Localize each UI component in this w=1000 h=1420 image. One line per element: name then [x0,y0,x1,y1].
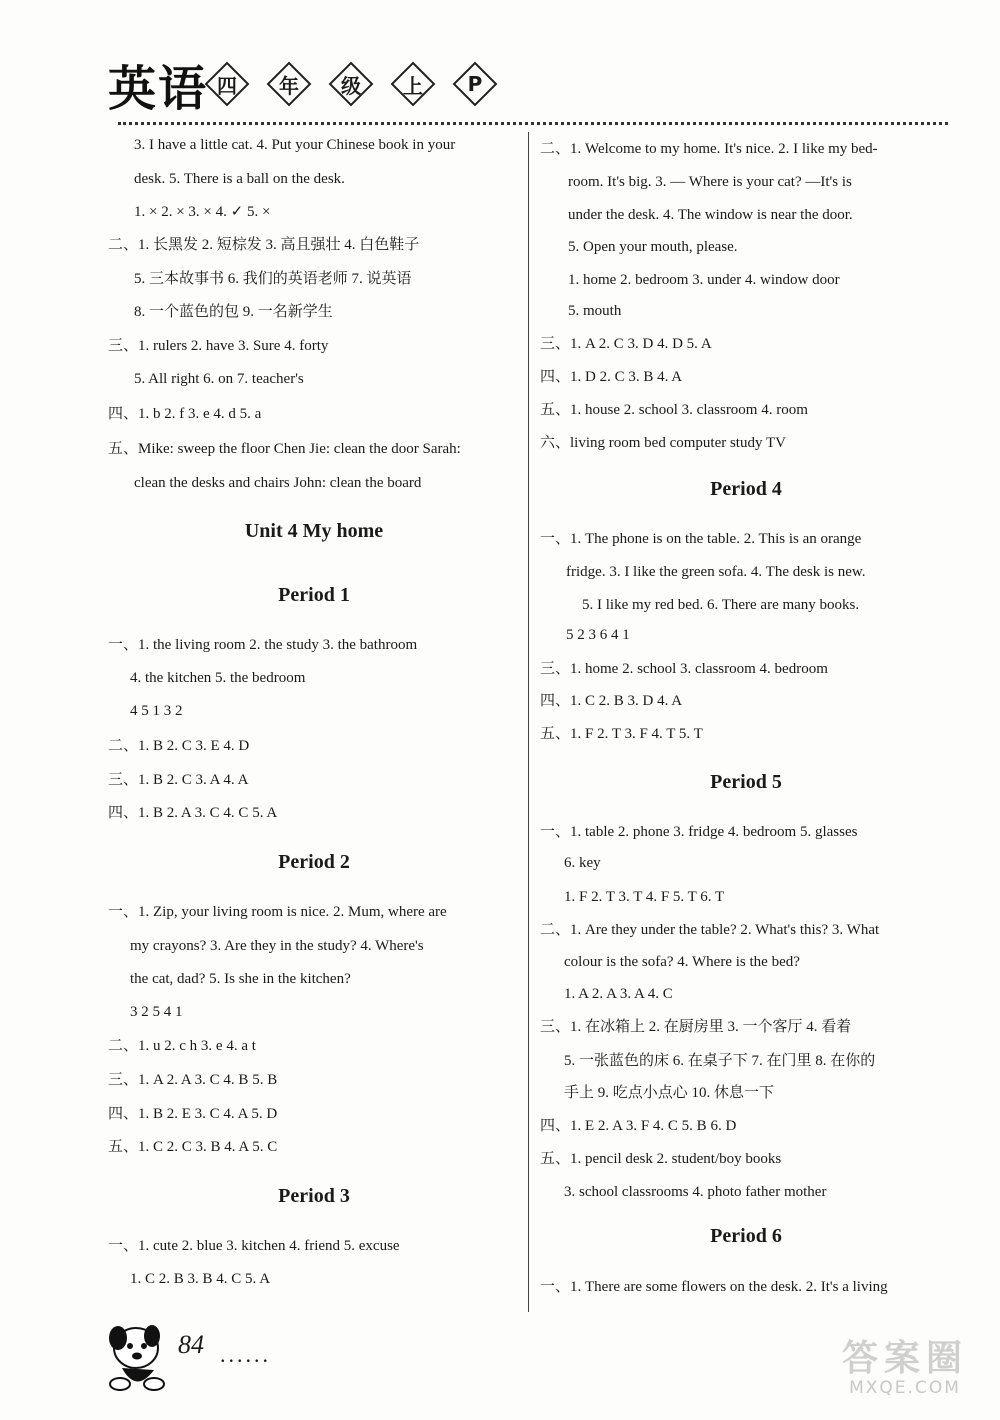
answer-line: 三、1. rulers 2. have 3. Sure 4. forty [108,338,329,354]
answer-line: 5. mouth [568,303,622,319]
page-number: 84 [178,1330,204,1359]
answer-line: 3 2 5 4 1 [130,1004,183,1020]
answer-line: 1. C 2. B 3. B 4. C 5. A [130,1271,271,1287]
answer-line: 三、1. home 2. school 3. classroom 4. bedroom [540,661,828,677]
answer-line: 一、1. The phone is on the table. 2. This is an orange [540,531,862,547]
answer-line: 5. I like my red bed. 6. There are many books. [582,597,860,613]
watermark-text: 答案圈 [841,1338,968,1379]
subject-title: 英语 [108,61,209,117]
answer-line: 二、1. u 2. c h 3. e 4. a t [108,1038,256,1054]
answer-line: 四、1. E 2. A 3. F 4. C 5. B 6. D [540,1118,737,1134]
grade-char-box [265,60,313,108]
answer-line: 5 2 3 6 4 1 [566,627,630,643]
answer-line: 一、1. Zip, your living room is nice. 2. Mum, where are [108,904,447,920]
answer-line: 5. Open your mouth, please. [568,239,738,255]
grade-char-box [389,60,437,108]
period-title: Period 4 [710,478,782,500]
cartoon-dog-icon [96,1316,176,1396]
answer-line: clean the desks and chairs John: clean the board [134,475,422,491]
header-dotted-rule [118,122,948,125]
answer-line: the cat, dad? 5. Is she in the kitchen? [130,971,351,987]
grade-label [203,60,499,108]
answer-line: 1. home 2. bedroom 3. under 4. window door [568,272,840,288]
period-title: Period 2 [278,851,350,873]
answer-line: 4 5 1 3 2 [130,703,183,719]
grade-char: P [467,72,483,96]
period-title: Period 5 [710,771,782,793]
answer-line: 一、1. table 2. phone 3. fridge 4. bedroom 5. glasses [540,824,858,840]
period-title: Period 1 [278,584,350,606]
column-divider [528,132,529,1312]
grade-char-box [327,60,375,108]
answer-line: 五、Mike: sweep the floor Chen Jie: clean the door Sarah: [108,441,461,457]
answer-line: 二、1. 长黑发 2. 短棕发 3. 高且强壮 4. 白色鞋子 [108,237,420,253]
period-title: Period 6 [710,1225,782,1247]
answer-line: 一、1. cute 2. blue 3. kitchen 4. friend 5. excuse [108,1238,400,1254]
answer-line: 四、1. C 2. B 3. D 4. A [540,693,683,709]
grade-char: 级 [341,73,361,98]
answer-line: my crayons? 3. Are they in the study? 4. Where's [130,938,424,954]
answer-line: 六、living room bed computer study TV [540,435,786,451]
answer-line: 四、1. b 2. f 3. e 4. d 5. a [108,406,262,422]
answer-line: fridge. 3. I like the green sofa. 4. The desk is new. [566,564,866,580]
answer-line: 三、1. A 2. C 3. D 4. D 5. A [540,336,712,352]
answer-line: colour is the sofa? 4. Where is the bed? [564,954,800,970]
answer-line: 5. 一张蓝色的床 6. 在桌子下 7. 在门里 8. 在你的 [564,1053,876,1069]
answer-line: 6. key [564,855,601,871]
answer-line: 五、1. F 2. T 3. F 4. T 5. T [540,726,703,742]
page-number-dots: ...... [220,1342,271,1367]
page-header [108,48,948,128]
answer-line: 三、1. B 2. C 3. A 4. A [108,772,249,788]
answer-line: 三、1. 在冰箱上 2. 在厨房里 3. 一个客厅 4. 看着 [540,1019,852,1035]
answer-line: 二、1. Welcome to my home. It's nice. 2. I like my bed- [540,141,878,157]
answer-line: 三、1. A 2. A 3. C 4. B 5. B [108,1072,278,1088]
answer-line: 1. A 2. A 3. A 4. C [564,986,673,1002]
answer-line: 五、1. C 2. C 3. B 4. A 5. C [108,1139,278,1155]
answer-line: 手上 9. 吃点小点心 10. 休息一下 [564,1085,775,1101]
answer-line: 四、1. B 2. E 3. C 4. A 5. D [108,1106,278,1122]
grade-char-box [203,60,251,108]
answer-line: 3. I have a little cat. 4. Put your Chinese book in your [134,137,456,153]
grade-char-box [451,60,499,108]
answer-line: 四、1. B 2. A 3. C 4. C 5. A [108,805,278,821]
answer-line: 5. 三本故事书 6. 我们的英语老师 7. 说英语 [134,271,412,287]
grade-char: 年 [279,73,299,98]
answer-line: desk. 5. There is a ball on the desk. [134,171,345,187]
answer-line: 一、1. There are some flowers on the desk. 2. It's a living [540,1279,888,1295]
page-footer [96,1316,356,1396]
answer-line: 8. 一个蓝色的包 9. 一名新学生 [134,304,333,320]
period-title: Period 3 [278,1185,350,1207]
answer-line: 四、1. D 2. C 3. B 4. A [540,369,683,385]
answer-line: room. It's big. 3. — Where is your cat? —It's is [568,174,852,190]
answer-line: 5. All right 6. on 7. teacher's [134,371,304,387]
answer-line: 一、1. the living room 2. the study 3. the bathroom [108,637,418,653]
answer-line: 1. F 2. T 3. T 4. F 5. T 6. T [564,889,725,905]
grade-char: 四 [217,73,237,98]
answer-line: under the desk. 4. The window is near the door. [568,207,853,223]
answer-line: 五、1. house 2. school 3. classroom 4. room [540,402,808,418]
watermark [820,1330,990,1410]
answer-line: 4. the kitchen 5. the bedroom [130,670,306,686]
answer-line: 1. × 2. × 3. × 4. ✓ 5. × [134,204,271,220]
grade-char: 上 [403,73,423,98]
answer-line: 二、1. B 2. C 3. E 4. D [108,738,250,754]
answer-line: 3. school classrooms 4. photo father mother [564,1184,827,1200]
unit-title: Unit 4 My home [244,520,384,542]
watermark-url: MXQE.COM [849,1378,961,1398]
answer-line: 二、1. Are they under the table? 2. What's this? 3. What [540,922,880,938]
answer-line: 五、1. pencil desk 2. student/boy books [540,1151,782,1167]
